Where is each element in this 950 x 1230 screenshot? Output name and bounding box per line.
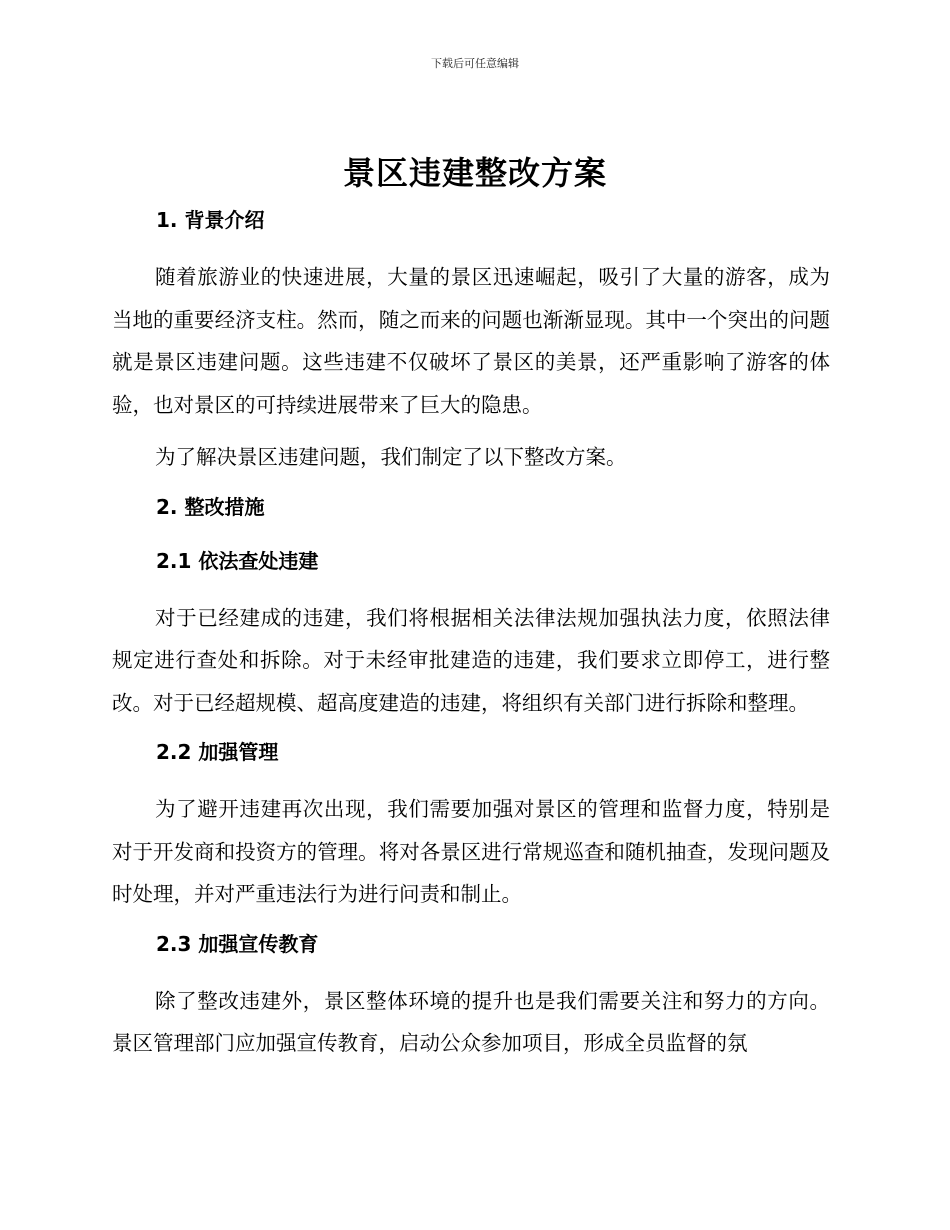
section-heading-measures: 2. 整改措施	[156, 494, 265, 519]
paragraph-2-3: 除了整改违建外，景区整体环境的提升也是我们需要关注和努力的方向。景区管理部门应加强宣传教育，启动公众参加项目，形成全员监督的氛	[112, 988, 830, 1055]
paragraph-2-1: 对于已经建成的违建，我们将根据相关法律法规加强执法力度，依照法律规定进行查处和拆除。对于未经审批建造的违建，我们要求立即停工，进行整改。对于已经超规模、超高度建造的违建，将组织有关部门进行拆除和整理。	[112, 605, 830, 715]
paragraph-background: 随着旅游业的快速进展，大量的景区迅速崛起，吸引了大量的游客，成为当地的重要经济支柱。然而，随之而来的问题也渐渐显现。其中一个突出的问题就是景区违建问题。这些违建不仅破坏了景区的美景，还严重影响了游客的体验，也对景区的可持续进展带来了巨大的隐患。	[112, 265, 830, 417]
section-heading-background: 1. 背景介绍	[156, 208, 265, 232]
paragraph-2-2: 为了避开违建再次出现，我们需要加强对景区的管理和监督力度，特别是对于开发商和投资方的管理。将对各景区进行常规巡查和随机抽查，发现问题及时处理，并对严重违法行为进行问责和制止。	[112, 797, 830, 906]
section-heading-2-2: 2.2 加强管理	[156, 740, 279, 764]
section-heading-2-1: 2.1 依法查处违建	[156, 548, 319, 573]
paragraph-intro-plan: 为了解决景区违建问题，我们制定了以下整改方案。	[155, 445, 627, 469]
header-note: 下载后可任意编辑	[431, 57, 519, 70]
document-body	[112, 202, 830, 1065]
section-heading-2-3: 2.3 加强宣传教育	[156, 931, 319, 956]
document-title: 景区违建整改方案	[342, 154, 607, 192]
